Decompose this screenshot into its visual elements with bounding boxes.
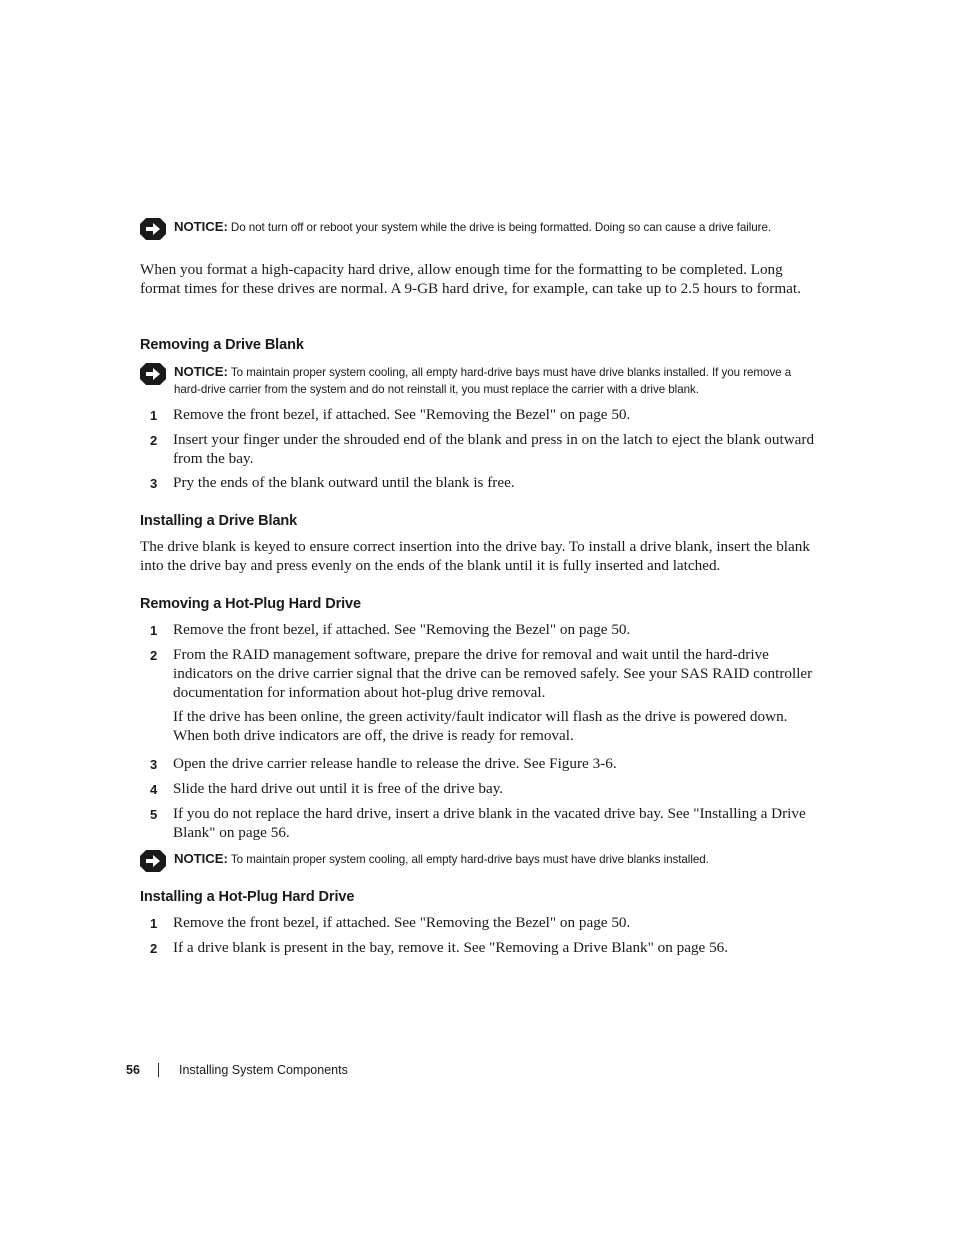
- notice-label: NOTICE:: [174, 364, 228, 379]
- step-number: 1: [150, 408, 158, 423]
- list-item: [140, 779, 816, 798]
- list-item: [140, 938, 816, 957]
- step-number: 3: [150, 476, 158, 491]
- notice-cooling-short: [140, 850, 820, 868]
- step-number: 5: [150, 807, 158, 822]
- list-item: [140, 430, 816, 468]
- step-text: Open the drive carrier release handle to release the drive. See Figure 3-6.: [173, 755, 617, 772]
- step-text: If a drive blank is present in the bay, remove it. See "Removing a Drive Blank" on page 56.: [173, 939, 729, 956]
- step-number: 4: [150, 782, 158, 797]
- installing-blank-paragraph: The drive blank is keyed to ensure correct insertion into the drive bay. To install a drive blank, insert the blank into the drive bay and press evenly on the ends of the blank until it is fully inserted and latched.: [140, 538, 810, 574]
- step-text: Remove the front bezel, if attached. See "Removing the Bezel" on page 50.: [173, 406, 631, 423]
- list-item-continuation: [140, 707, 816, 745]
- step-number: 2: [150, 648, 158, 663]
- page-number: 56: [126, 1063, 140, 1077]
- notice-label: NOTICE:: [174, 219, 228, 234]
- step-number: 2: [150, 941, 158, 956]
- notice-arrow-icon: [140, 850, 166, 872]
- step-text: If you do not replace the hard drive, insert a drive blank in the vacated drive bay. See "Installing a Drive Blank" on page 56.: [173, 805, 806, 841]
- step-text: Remove the front bezel, if attached. See "Removing the Bezel" on page 50.: [173, 621, 631, 638]
- step-number: 1: [150, 916, 158, 931]
- heading-installing-hotplug: Installing a Hot-Plug Hard Drive: [140, 889, 355, 905]
- heading-installing-drive-blank: Installing a Drive Blank: [140, 513, 298, 529]
- step-number: 2: [150, 433, 158, 448]
- list-item: [140, 405, 816, 424]
- step-text: Slide the hard drive out until it is free of the drive bay.: [173, 780, 504, 797]
- list-item: [140, 913, 816, 932]
- notice-arrow-icon: [140, 363, 166, 385]
- list-item: [140, 754, 816, 773]
- step-number: 1: [150, 623, 158, 638]
- notice-text: To maintain proper system cooling, all empty hard-drive bays must have drive blanks installed.: [230, 853, 709, 866]
- notice-format: [140, 218, 820, 236]
- notice-cooling: [140, 363, 820, 398]
- step-text: From the RAID management software, prepare the drive for removal and wait until the hard-drive indicators on the drive carrier signal that the drive can be removed safely. See your SAS RAID controller documentation for information about hot-plug drive removal.: [173, 646, 813, 701]
- notice-label: NOTICE:: [174, 851, 228, 866]
- notice-text: Do not turn off or reboot your system while the drive is being formatted. Doing so can cause a drive failure.: [230, 221, 772, 234]
- intro-paragraph: When you format a high-capacity hard drive, allow enough time for the formatting to be completed. Long format times for these drives are normal. A 9-GB hard drive, for example, can take up to 2.5 hours to format.: [140, 261, 801, 297]
- step-text: Insert your finger under the shrouded end of the blank and press in on the latch to eject the blank outward from the bay.: [173, 431, 815, 467]
- step-text: If the drive has been online, the green activity/fault indicator will flash as the drive is powered down. When both drive indicators are off, the drive is ready for removal.: [173, 708, 788, 744]
- footer-divider: [158, 1063, 159, 1077]
- list-item: [140, 620, 816, 639]
- notice-arrow-icon: [140, 218, 166, 240]
- step-text: Pry the ends of the blank outward until the blank is free.: [173, 474, 515, 491]
- notice-text: To maintain proper system cooling, all empty hard-drive bays must have drive blanks installed. If you remove a hard-drive carrier from the system and do not reinstall it, you must replace the carrier with a drive blank.: [174, 366, 792, 396]
- list-item: [140, 473, 816, 492]
- chapter-title: Installing System Components: [179, 1063, 348, 1077]
- heading-removing-hotplug: Removing a Hot-Plug Hard Drive: [140, 596, 361, 612]
- heading-removing-drive-blank: Removing a Drive Blank: [140, 337, 304, 353]
- step-text: Remove the front bezel, if attached. See "Removing the Bezel" on page 50.: [173, 914, 631, 931]
- step-number: 3: [150, 757, 158, 772]
- list-item: [140, 804, 816, 842]
- list-item: [140, 645, 816, 702]
